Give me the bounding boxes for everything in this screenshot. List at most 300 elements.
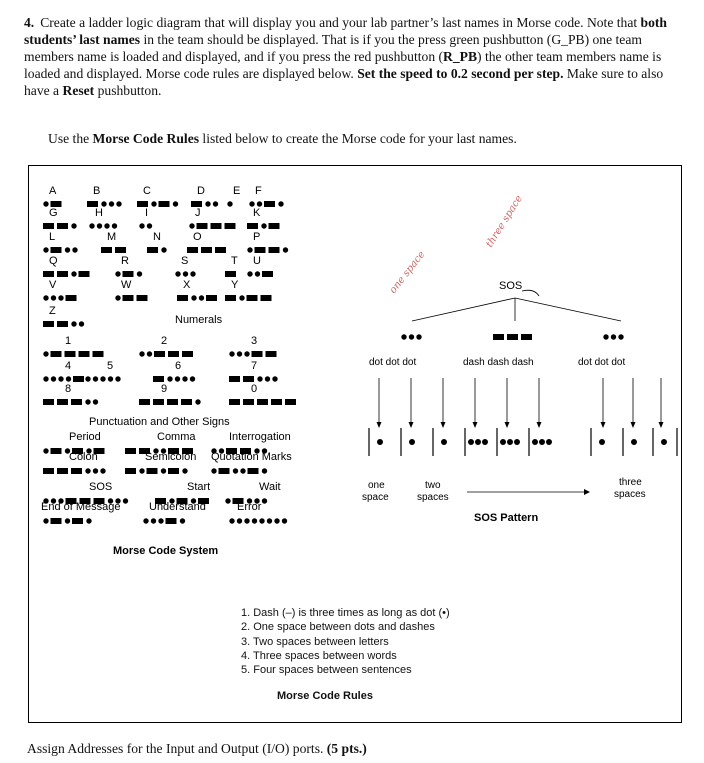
two-spaces-label-1: two [425,480,441,491]
code-K [247,223,280,229]
numerals-title: Numerals [175,314,223,326]
code-V [43,295,76,301]
down-arrowhead-1 [409,422,414,428]
morse-dot [100,468,105,473]
morse-dot [225,498,230,503]
letter-X: X [183,279,191,291]
morse-dot [416,334,421,339]
code-W [115,295,147,301]
bar-dash-unit [475,439,481,445]
sos-pattern-bar [369,428,677,456]
letter-F: F [255,185,262,197]
letter-K: K [253,207,261,219]
code-num-9 [139,399,201,405]
rule-1: 1. Dash (–) is three times as long as dot (•) [241,607,450,619]
morse-dot [109,201,114,206]
morse-dot [93,376,98,381]
morse-dot [85,399,90,404]
morse-dot [58,295,63,300]
morse-dot [139,223,144,228]
morse-dash [137,295,148,301]
rule-2: 2. One space between dots and dashes [241,621,435,634]
morse-dash [71,468,82,474]
morse-dash [159,201,170,207]
morse-dash [51,448,62,454]
bar-dash-unit [507,439,513,445]
down-arrowhead-8 [659,422,664,428]
code-punct-3 [43,468,106,474]
code-num-0 [229,399,296,405]
morse-dot [247,271,252,276]
instruction-text [48,131,517,147]
morse-dash [197,223,208,229]
morse-dash [261,295,272,301]
morse-dash [125,468,136,474]
morse-dash [139,399,150,405]
morse-dash [72,518,83,524]
morse-dash [125,448,136,454]
morse-dot [66,376,71,381]
morse-dot [190,376,195,381]
punct-label-2: Interrogation [229,431,291,443]
morse-dash [147,247,158,253]
morse-dash [123,271,134,277]
morse-dash [243,376,254,382]
morse-dot [182,376,187,381]
morse-dot [229,518,234,523]
code-Z [43,321,84,327]
morse-dot [249,201,254,206]
morse-dash [177,295,188,301]
morse-dash [181,399,192,405]
letter-E: E [233,185,241,197]
down-arrowhead-7 [631,422,636,428]
morse-dash [51,247,62,253]
morse-dot [58,376,63,381]
morse-dash [73,376,84,382]
down-arrowhead-0 [377,422,382,428]
letter-P: P [253,231,261,243]
morse-dash [153,399,164,405]
morse-dash [66,295,77,301]
morse-dash [57,468,68,474]
footer-points: (5 pts.) [326,741,367,756]
morse-dash [153,376,164,382]
morse-dot [233,468,238,473]
punct-label-9: End of Message [41,501,121,513]
morse-dash [225,295,236,301]
morse-dash [493,334,504,340]
punct-label-6: SOS [89,481,113,493]
morse-dot [205,201,210,206]
down-arrowhead-4 [505,422,510,428]
morse-dot [267,518,272,523]
code-punct-4 [125,468,188,474]
morse-figure [28,165,682,723]
bar-dash-4 [500,439,520,445]
code-punct-10 [143,518,185,524]
footer-text [27,741,367,757]
morse-dot [161,247,166,252]
sos-label-pointer [522,290,539,296]
numeral-9: 9 [161,383,168,395]
bar-dash-unit [514,439,520,445]
morse-dash [182,351,193,357]
punct-label-4: Semicolon [145,451,197,463]
bar-dash-3 [468,439,488,445]
tree-arrow-0 [412,298,515,321]
morse-dot [108,376,113,381]
morse-dot [257,201,262,206]
letter-C: C [143,185,151,197]
letter-Z: Z [49,305,56,317]
letter-R: R [121,255,129,267]
morse-dash [521,334,532,340]
morse-dash [79,271,90,277]
morse-dash [266,351,277,357]
letter-I: I [145,207,149,219]
morse-dash [79,351,90,357]
bar-dot-6 [599,439,605,445]
group-label-dots-1: dot dot dot [369,357,417,368]
sos-group-dots-2 [603,334,623,339]
morse-dash [166,518,177,524]
numeral-1: 1 [65,335,72,347]
morse-dot [175,376,180,381]
morse-dot [191,295,196,300]
morse-dot [244,518,249,523]
bar-dash-unit [539,439,545,445]
sos-top-label: SOS [499,280,523,292]
code-num-1 [43,351,103,357]
morse-dot [262,468,267,473]
morse-dash [285,399,296,405]
code-T [225,271,236,277]
bar-dot-0 [377,439,383,445]
morse-dash [257,399,268,405]
morse-dash [248,468,259,474]
morse-dash [57,271,68,277]
code-punct-11 [229,518,287,523]
morse-dash [211,223,222,229]
morse-dash [123,295,134,301]
morse-dot [247,247,252,252]
three-spaces-label-1: three [619,477,642,488]
morse-dot [71,321,76,326]
morse-dash [206,295,217,301]
question-part3: ) the other team members name is loaded and displayed. Morse code rules are displayed below. [24,49,662,81]
morse-dot [211,468,216,473]
morse-dot [51,295,56,300]
punct-label-10: Understand [149,501,206,513]
morse-dot [137,271,142,276]
morse-dash [101,247,112,253]
code-L [43,247,77,253]
morse-dot [611,334,616,339]
morse-dot [100,376,105,381]
punct-label-7: Start [187,481,211,493]
morse-dash [271,399,282,405]
morse-dash [247,223,258,229]
letter-M: M [107,231,117,243]
morse-dot [151,518,156,523]
letter-D: D [197,185,205,197]
morse-dot [85,376,90,381]
morse-dot [101,201,106,206]
morse-dash [229,399,240,405]
morse-dash [219,468,230,474]
morse-dash [225,223,236,229]
sos-caption: SOS Pattern [474,512,539,524]
letter-L: L [49,231,56,243]
morse-dash [215,247,226,253]
morse-dot [190,271,195,276]
question-bold-rpb: R_PB [443,49,478,64]
morse-dash [255,247,266,253]
morse-dot [43,247,48,252]
code-C [137,201,178,207]
morse-dot [43,448,48,453]
morse-dash [252,351,263,357]
morse-dash [43,223,54,229]
morse-dot [43,376,48,381]
code-punct-5 [211,468,267,474]
morse-dash [167,399,178,405]
morse-dot [237,518,242,523]
morse-dot [255,271,260,276]
letter-Y: Y [231,279,239,291]
code-num-3 [229,351,276,357]
morse-dot [104,223,109,228]
morse-dot [161,468,166,473]
morse-dash [71,399,82,405]
numeral-5: 5 [107,360,114,372]
code-E [227,201,232,206]
morse-dash [51,351,62,357]
morse-dash [65,351,76,357]
question-part2: in the team should be displayed. That is if you the press green pushbutton (G_PB) one team members name is loaded and displayed, and if you press the red pushbutton ( [24,32,642,64]
morse-dash [51,518,62,524]
punct-label-1: Comma [157,431,196,443]
punct-label-3: Colon [69,451,98,463]
morse-dot [283,247,288,252]
morse-dot [240,468,245,473]
code-O [187,247,226,253]
bar-dash-unit [532,439,538,445]
handwritten-one-space: one space [387,249,428,296]
bar-dot-7 [631,439,637,445]
numeral-4: 4 [65,360,72,372]
numeral-6: 6 [175,360,182,372]
morse-dot [71,271,76,276]
down-arrowhead-2 [441,422,446,428]
letter-U: U [253,255,261,267]
code-Q [43,271,90,277]
instruction-bold: Morse Code Rules [92,131,200,146]
morse-dot [112,223,117,228]
down-arrowhead-3 [473,422,478,428]
morse-dot [143,518,148,523]
bar-dash-unit [546,439,552,445]
code-B [87,201,122,207]
bar-dot-8 [661,439,667,445]
morse-dash [247,295,258,301]
morse-dot [195,399,200,404]
tree-arrow-2 [515,298,621,321]
morse-dash [93,351,104,357]
morse-dot [139,351,144,356]
morse-dot [89,223,94,228]
morse-dot [401,334,406,339]
morse-dot [183,271,188,276]
one-space-label-1: one [368,480,385,491]
code-num-4 [43,376,84,382]
instruction-suffix: listed below to create the Morse code for your last names. [199,131,517,146]
handwritten-three-space: three space [484,193,525,250]
morse-dot [43,201,48,206]
question-part4: Make sure to also have a [24,66,664,98]
morse-dash [57,321,68,327]
question-text [24,14,680,99]
morse-dot [147,351,152,356]
morse-dash [262,271,273,277]
letter-B: B [93,185,101,197]
morse-dot [244,351,249,356]
morse-dot [259,518,264,523]
punct-label-11: Error [237,501,262,513]
numeral-8: 8 [65,383,72,395]
two-spaces-label-2: spaces [417,492,449,503]
morse-dot [189,223,194,228]
morse-dash [229,376,240,382]
morse-dash [269,247,280,253]
punct-label-5: Quotation Marks [211,451,292,463]
morse-dash [57,223,68,229]
code-J [189,223,235,229]
code-R [115,271,142,277]
letter-V: V [49,279,57,291]
morse-dot [603,334,608,339]
morse-dash [147,468,158,474]
morse-dot [282,518,287,523]
code-H [89,223,117,228]
bar-dash-unit [482,439,488,445]
code-M [101,247,126,253]
bar-dot-2 [441,439,447,445]
letter-N: N [153,231,161,243]
morse-dash [168,351,179,357]
one-space-label-2: space [362,492,389,503]
group-label-dots-2: dot dot dot [578,357,626,368]
code-num-8 [43,399,98,405]
rule-3: 3. Two spaces between letters [241,635,389,648]
punct-label-0: Period [69,431,101,443]
morse-dot [173,201,178,206]
sos-group-dashes [493,334,532,340]
morse-dot [115,271,120,276]
bar-dash-unit [500,439,506,445]
code-punct-9 [43,518,91,524]
morse-dot [115,295,120,300]
morse-dot [265,376,270,381]
morse-dot [51,376,56,381]
letter-O: O [193,231,202,243]
morse-dot [97,223,102,228]
morse-dot [43,351,48,356]
question-bold-speed: Set the speed to 0.2 second per step. [357,66,564,81]
code-U [247,271,273,277]
footer-instruction: Assign Addresses for the Input and Output (I/O) ports. [27,741,327,756]
morse-dot [85,468,90,473]
morse-dot [115,376,120,381]
morse-dot [65,247,70,252]
three-spaces-label-2: spaces [614,489,646,500]
instruction-prefix: Use the [48,131,93,146]
morse-dot [409,334,414,339]
morse-dot [272,376,277,381]
letter-T: T [231,255,238,267]
morse-dot [43,295,48,300]
code-S [175,271,195,276]
numeral-0: 0 [251,383,258,395]
rule-4: 4. Three spaces between words [241,649,397,662]
morse-dot [257,376,262,381]
morse-dot [239,295,244,300]
morse-dash [43,271,54,277]
spacing-arrowhead [584,489,590,495]
morse-dot [261,223,266,228]
morse-dot [229,351,234,356]
morse-dot [72,247,77,252]
bar-dash-unit [468,439,474,445]
morse-dot [278,201,283,206]
morse-dot [93,468,98,473]
letter-A: A [49,185,57,197]
letter-H: H [95,207,103,219]
letter-W: W [121,279,132,291]
morse-dash [57,399,68,405]
rules-caption: Morse Code Rules [277,690,373,703]
morse-dash [507,334,518,340]
code-num-7 [229,376,278,382]
morse-dash [269,223,280,229]
morse-dot [274,518,279,523]
morse-dot [199,295,204,300]
morse-dot [618,334,623,339]
rule-5: 5. Four spaces between sentences [241,664,412,677]
punct-title: Punctuation and Other Signs [89,416,230,428]
morse-dot [116,201,121,206]
question-part5: pushbutton. [94,83,162,98]
code-X [177,295,217,301]
question-bold-reset: Reset [62,83,95,98]
morse-dash [243,399,254,405]
question-number: 4. [24,15,35,30]
morse-dot [43,518,48,523]
morse-dot [182,468,187,473]
code-I [139,223,152,228]
morse-dash [43,321,54,327]
morse-dot [180,518,185,523]
morse-dot [252,518,257,523]
code-G [43,223,77,229]
morse-rules-list [241,606,450,704]
morse-dot [151,201,156,206]
numeral-3: 3 [251,335,258,347]
morse-dash [225,271,236,277]
letter-Q: Q [49,255,58,267]
morse-dash [201,247,212,253]
